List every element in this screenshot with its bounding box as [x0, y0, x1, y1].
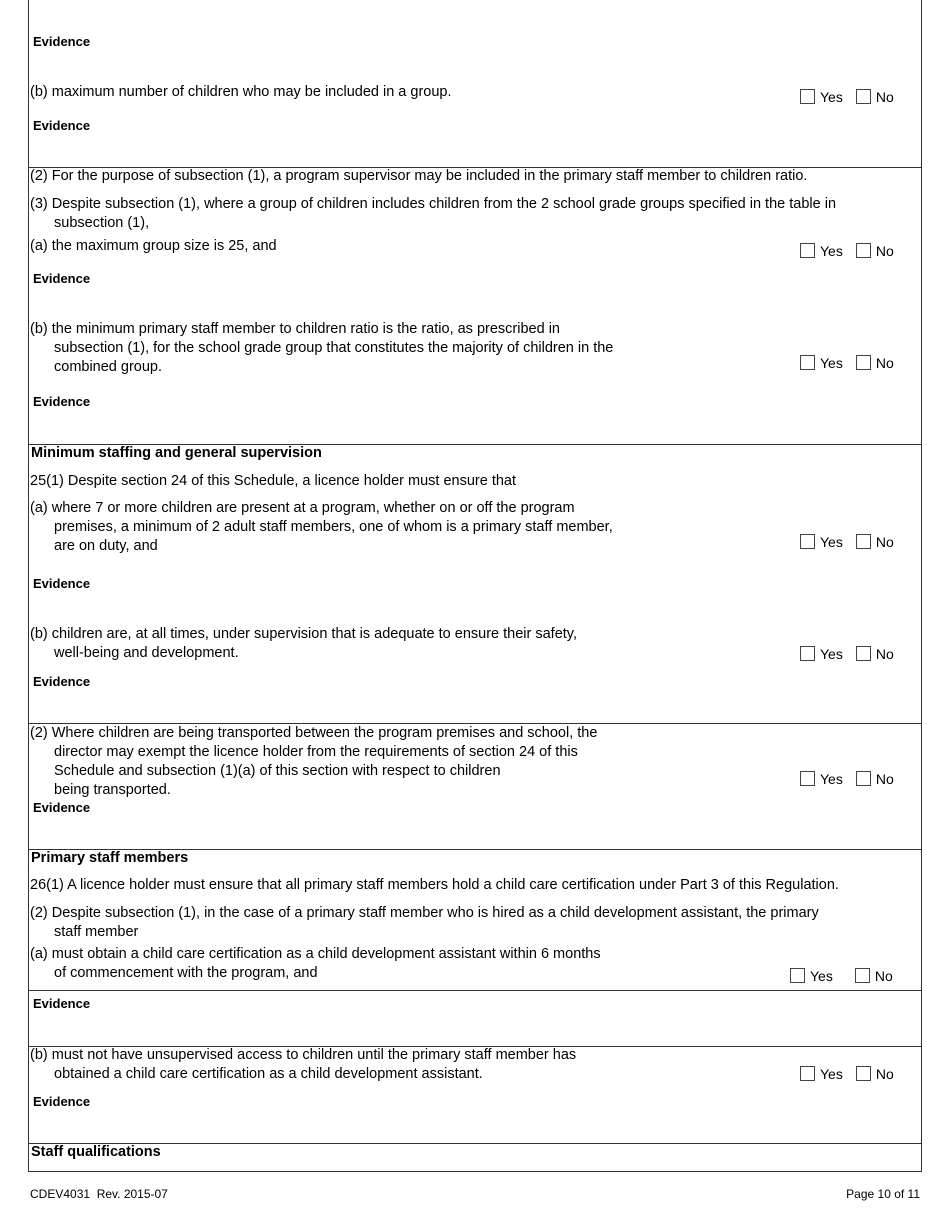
clause-text — [30, 1046, 576, 1084]
clause-line: (b) must not have unsupervised access to children until the primary staff member has — [30, 1047, 577, 1063]
clause-line: obtained a child care certification as a child development assistant. — [54, 1066, 483, 1082]
no-label: No — [875, 646, 894, 662]
no-label: No — [875, 534, 894, 550]
yes-label: Yes — [820, 534, 843, 550]
clause-text — [30, 945, 601, 983]
no-label: No — [875, 243, 894, 259]
yes-label: Yes — [820, 89, 843, 105]
yes-checkbox[interactable] — [800, 355, 815, 370]
clause-line: Schedule and subsection (1)(a) of this section with respect to children — [54, 763, 501, 779]
yes-label: Yes — [820, 243, 843, 259]
clause-line: premises, a minimum of 2 adult staff members, one of whom is a primary staff member, — [54, 519, 613, 535]
divider — [28, 1143, 922, 1144]
section-heading: Minimum staffing and general supervision — [31, 445, 322, 461]
evidence-label: Evidence — [33, 118, 91, 133]
clause-line: (b) children are, at all times, under supervision that is adequate to ensure their safety, — [30, 626, 577, 642]
left-border — [28, 0, 29, 1172]
right-border — [921, 0, 922, 1172]
bottom-border — [28, 1171, 922, 1172]
yes-checkbox[interactable] — [800, 89, 815, 104]
clause-text: 26(1) A licence holder must ensure that all primary staff members hold a child care certification under Part 3 of this Regulation. — [30, 877, 839, 893]
clause-line: (2) Where children are being transported between the program premises and school, the — [30, 725, 598, 741]
no-label: No — [875, 1066, 894, 1082]
clause-line: staff member — [54, 924, 139, 940]
yes-no-group — [800, 1066, 894, 1082]
yes-no-group — [800, 243, 894, 259]
evidence-label: Evidence — [33, 996, 91, 1011]
no-checkbox[interactable] — [856, 646, 871, 661]
clause-text — [30, 320, 613, 377]
section-heading: Primary staff members — [31, 850, 189, 866]
no-label: No — [875, 771, 894, 787]
clause-text — [30, 625, 577, 663]
yes-no-group — [800, 89, 894, 105]
form-id: CDEV4031 Rev. 2015-07 — [30, 1187, 168, 1201]
evidence-label: Evidence — [33, 394, 91, 409]
clause-text: (b) maximum number of children who may be included in a group. — [30, 84, 452, 100]
clause-line: subsection (1), — [54, 215, 150, 231]
clause-line: (a) where 7 or more children are present at a program, whether on or off the program — [30, 500, 575, 516]
yes-label: Yes — [820, 355, 843, 371]
clause-line: being transported. — [54, 782, 171, 798]
evidence-label: Evidence — [33, 674, 91, 689]
clause-line: (2) Despite subsection (1), in the case of a primary staff member who is hired as a child development assistant, the primary — [30, 905, 819, 921]
clause-line: combined group. — [54, 359, 163, 375]
yes-label: Yes — [810, 968, 833, 984]
clause-line: subsection (1), for the school grade group that constitutes the majority of children in the — [54, 340, 614, 356]
yes-checkbox[interactable] — [800, 646, 815, 661]
clause-line: are on duty, and — [54, 538, 158, 554]
yes-checkbox[interactable] — [800, 243, 815, 258]
no-checkbox[interactable] — [856, 771, 871, 786]
clause-text — [30, 195, 836, 233]
divider — [28, 990, 922, 991]
no-label: No — [875, 89, 894, 105]
clause-text: (2) For the purpose of subsection (1), a program supervisor may be included in the primary staff member to children ratio. — [30, 168, 808, 184]
yes-label: Yes — [820, 1066, 843, 1082]
no-checkbox[interactable] — [855, 968, 870, 983]
clause-text: 25(1) Despite section 24 of this Schedule, a licence holder must ensure that — [30, 473, 517, 489]
no-checkbox[interactable] — [856, 1066, 871, 1081]
evidence-label: Evidence — [33, 1094, 91, 1109]
clause-line: (3) Despite subsection (1), where a group of children includes children from the 2 school grade groups specified in the table in — [30, 196, 837, 212]
yes-no-group — [800, 534, 894, 550]
yes-label: Yes — [820, 646, 843, 662]
no-label: No — [875, 355, 894, 371]
evidence-label: Evidence — [33, 800, 91, 815]
clause-text — [30, 904, 819, 942]
evidence-label: Evidence — [33, 34, 91, 49]
no-checkbox[interactable] — [856, 534, 871, 549]
evidence-label: Evidence — [33, 271, 91, 286]
section-heading: Staff qualifications — [31, 1144, 161, 1160]
clause-line: (b) the minimum primary staff member to children ratio is the ratio, as prescribed in — [30, 321, 560, 337]
clause-line: of commencement with the program, and — [54, 965, 318, 981]
evidence-label: Evidence — [33, 576, 91, 591]
page-number: Page 10 of 11 — [846, 1187, 920, 1201]
yes-no-group — [800, 355, 894, 371]
no-checkbox[interactable] — [856, 355, 871, 370]
no-label: No — [874, 968, 893, 984]
clause-text — [30, 724, 597, 800]
yes-no-group — [800, 771, 894, 787]
yes-checkbox[interactable] — [800, 1066, 815, 1081]
yes-checkbox[interactable] — [800, 771, 815, 786]
yes-checkbox[interactable] — [790, 968, 805, 983]
clause-line: well-being and development. — [54, 645, 239, 661]
yes-no-group — [790, 968, 893, 984]
yes-checkbox[interactable] — [800, 534, 815, 549]
clause-line: director may exempt the licence holder from the requirements of section 24 of this — [54, 744, 578, 760]
no-checkbox[interactable] — [856, 243, 871, 258]
clause-line: (a) must obtain a child care certification as a child development assistant within 6 months — [30, 946, 601, 962]
yes-no-group — [800, 646, 894, 662]
clause-text: (a) the maximum group size is 25, and — [30, 238, 277, 254]
yes-label: Yes — [820, 771, 843, 787]
clause-text — [30, 499, 613, 556]
no-checkbox[interactable] — [856, 89, 871, 104]
